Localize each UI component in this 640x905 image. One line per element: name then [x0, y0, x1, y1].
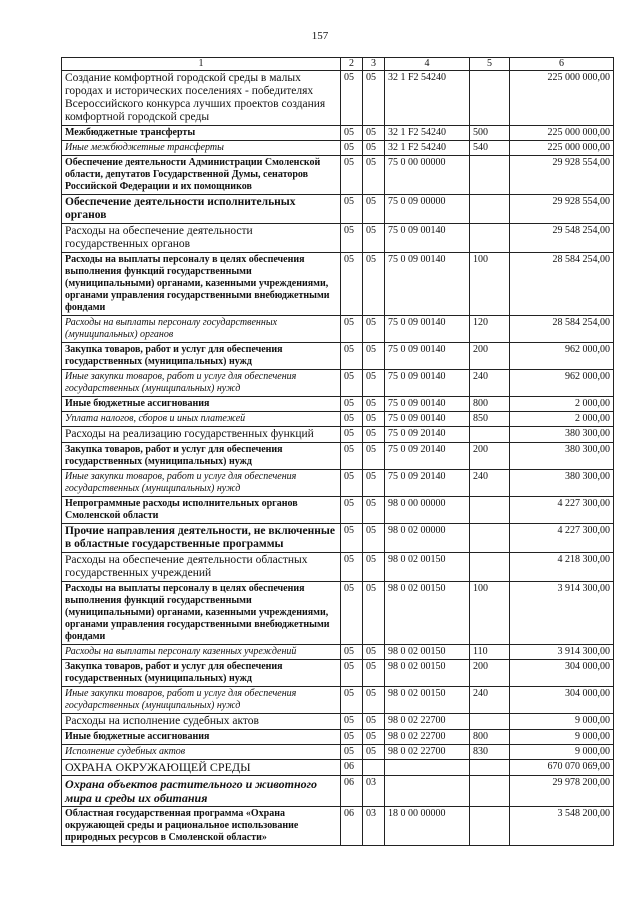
target-article-cell: 98 0 02 22700	[385, 730, 470, 745]
section-code-cell: 05	[341, 370, 363, 397]
expense-type-cell: 800	[470, 730, 510, 745]
subsection-code-cell: 05	[363, 195, 385, 224]
amount-cell: 4 218 300,00	[510, 553, 614, 582]
expense-type-cell: 200	[470, 660, 510, 687]
expense-type-cell: 240	[470, 687, 510, 714]
table-row	[62, 126, 614, 141]
table-row	[62, 745, 614, 760]
target-article-cell: 75 0 09 00140	[385, 412, 470, 427]
row-name-cell: Обеспечение деятельности Администрации Смоленской области, депутатов Государственной Думы, сенаторов Российской Федерации и их помощников	[62, 156, 341, 195]
expense-type-cell	[470, 524, 510, 553]
expense-type-cell: 800	[470, 397, 510, 412]
section-code-cell: 06	[341, 807, 363, 846]
section-code-cell: 05	[341, 412, 363, 427]
subsection-code-cell: 05	[363, 156, 385, 195]
row-name-cell: Расходы на исполнение судебных актов	[62, 714, 341, 730]
column-header-6: 6	[510, 58, 614, 71]
target-article-cell: 32 1 F2 54240	[385, 71, 470, 126]
section-code-cell: 05	[341, 343, 363, 370]
section-code-cell: 05	[341, 470, 363, 497]
amount-cell: 29 978 200,00	[510, 776, 614, 807]
section-code-cell: 05	[341, 156, 363, 195]
table-row	[62, 253, 614, 316]
section-code-cell: 05	[341, 582, 363, 645]
subsection-code-cell: 05	[363, 253, 385, 316]
table-row	[62, 412, 614, 427]
table-row	[62, 687, 614, 714]
expense-type-cell	[470, 553, 510, 582]
subsection-code-cell: 05	[363, 71, 385, 126]
budget-table	[61, 57, 614, 846]
amount-cell: 962 000,00	[510, 343, 614, 370]
row-name-cell: Закупка товаров, работ и услуг для обеспечения государственных (муниципальных) нужд	[62, 443, 341, 470]
table-row	[62, 195, 614, 224]
section-code-cell: 05	[341, 71, 363, 126]
section-code-cell: 05	[341, 645, 363, 660]
amount-cell: 28 584 254,00	[510, 253, 614, 316]
row-name-cell: Непрограммные расходы исполнительных органов Смоленской области	[62, 497, 341, 524]
row-name-cell: Иные закупки товаров, работ и услуг для обеспечения государственных (муниципальных) нужд	[62, 470, 341, 497]
column-header-2: 2	[341, 58, 363, 71]
row-name-cell: Исполнение судебных актов	[62, 745, 341, 760]
subsection-code-cell: 05	[363, 687, 385, 714]
expense-type-cell	[470, 195, 510, 224]
section-code-cell: 05	[341, 553, 363, 582]
section-code-cell: 05	[341, 195, 363, 224]
target-article-cell: 75 0 00 00000	[385, 156, 470, 195]
target-article-cell	[385, 776, 470, 807]
target-article-cell: 75 0 09 00000	[385, 195, 470, 224]
expense-type-cell: 110	[470, 645, 510, 660]
amount-cell: 29 548 254,00	[510, 224, 614, 253]
subsection-code-cell: 05	[363, 141, 385, 156]
target-article-cell: 98 0 02 00000	[385, 524, 470, 553]
expense-type-cell	[470, 497, 510, 524]
target-article-cell: 98 0 02 22700	[385, 714, 470, 730]
section-code-cell: 06	[341, 760, 363, 776]
table-row	[62, 224, 614, 253]
row-name-cell: Расходы на выплаты персоналу в целях обеспечения выполнения функций государственными (муниципальными) органами, казенными учреждениями, органами управления государственными внебюджетными фондами	[62, 582, 341, 645]
row-name-cell: Уплата налогов, сборов и иных платежей	[62, 412, 341, 427]
section-code-cell: 05	[341, 316, 363, 343]
subsection-code-cell: 05	[363, 745, 385, 760]
section-code-cell: 05	[341, 397, 363, 412]
expense-type-cell	[470, 714, 510, 730]
expense-type-cell	[470, 776, 510, 807]
target-article-cell: 32 1 F2 54240	[385, 141, 470, 156]
target-article-cell: 75 0 09 00140	[385, 370, 470, 397]
amount-cell: 9 000,00	[510, 730, 614, 745]
row-name-cell: Иные межбюджетные трансферты	[62, 141, 341, 156]
expense-type-cell	[470, 427, 510, 443]
section-code-cell: 05	[341, 224, 363, 253]
subsection-code-cell: 05	[363, 553, 385, 582]
section-code-cell: 05	[341, 524, 363, 553]
row-name-cell: Расходы на выплаты персоналу казенных учреждений	[62, 645, 341, 660]
section-code-cell: 05	[341, 253, 363, 316]
section-code-cell: 06	[341, 776, 363, 807]
target-article-cell: 75 0 09 00140	[385, 397, 470, 412]
subsection-code-cell: 05	[363, 714, 385, 730]
table-row	[62, 660, 614, 687]
target-article-cell: 98 0 02 00150	[385, 660, 470, 687]
target-article-cell: 98 0 02 00150	[385, 553, 470, 582]
row-name-cell: Закупка товаров, работ и услуг для обеспечения государственных (муниципальных) нужд	[62, 343, 341, 370]
target-article-cell	[385, 760, 470, 776]
row-name-cell: Межбюджетные трансферты	[62, 126, 341, 141]
target-article-cell: 75 0 09 00140	[385, 343, 470, 370]
table-row	[62, 760, 614, 776]
amount-cell: 2 000,00	[510, 397, 614, 412]
table-row	[62, 397, 614, 412]
subsection-code-cell: 05	[363, 497, 385, 524]
expense-type-cell: 100	[470, 253, 510, 316]
row-name-cell: Расходы на обеспечение деятельности государственных органов	[62, 224, 341, 253]
subsection-code-cell: 05	[363, 343, 385, 370]
table-row	[62, 497, 614, 524]
amount-cell: 304 000,00	[510, 687, 614, 714]
table-row	[62, 470, 614, 497]
amount-cell: 962 000,00	[510, 370, 614, 397]
amount-cell: 29 928 554,00	[510, 195, 614, 224]
expense-type-cell: 200	[470, 443, 510, 470]
amount-cell: 2 000,00	[510, 412, 614, 427]
row-name-cell: Расходы на реализацию государственных функций	[62, 427, 341, 443]
section-code-cell: 05	[341, 730, 363, 745]
table-row	[62, 343, 614, 370]
expense-type-cell: 100	[470, 582, 510, 645]
table-row	[62, 427, 614, 443]
target-article-cell: 98 0 00 00000	[385, 497, 470, 524]
amount-cell: 225 000 000,00	[510, 126, 614, 141]
row-name-cell: Областная государственная программа «Охрана окружающей среды и рациональное использование природных ресурсов в Смоленской области»	[62, 807, 341, 846]
amount-cell: 225 000 000,00	[510, 71, 614, 126]
amount-cell: 9 000,00	[510, 745, 614, 760]
subsection-code-cell: 05	[363, 470, 385, 497]
target-article-cell: 75 0 09 00140	[385, 224, 470, 253]
table-row	[62, 370, 614, 397]
row-name-cell: Обеспечение деятельности исполнительных органов	[62, 195, 341, 224]
subsection-code-cell: 03	[363, 776, 385, 807]
target-article-cell: 75 0 09 00140	[385, 253, 470, 316]
table-row	[62, 553, 614, 582]
target-article-cell: 75 0 09 20140	[385, 470, 470, 497]
page-number: 157	[311, 30, 329, 42]
subsection-code-cell: 03	[363, 807, 385, 846]
table-row	[62, 645, 614, 660]
section-code-cell: 05	[341, 443, 363, 470]
target-article-cell: 98 0 02 00150	[385, 687, 470, 714]
amount-cell: 28 584 254,00	[510, 316, 614, 343]
expense-type-cell: 240	[470, 470, 510, 497]
row-name-cell: Иные закупки товаров, работ и услуг для обеспечения государственных (муниципальных) нужд	[62, 687, 341, 714]
target-article-cell: 98 0 02 00150	[385, 645, 470, 660]
expense-type-cell	[470, 807, 510, 846]
table-row	[62, 156, 614, 195]
amount-cell: 29 928 554,00	[510, 156, 614, 195]
row-name-cell: Иные закупки товаров, работ и услуг для обеспечения государственных (муниципальных) нужд	[62, 370, 341, 397]
section-code-cell: 05	[341, 497, 363, 524]
table-row	[62, 730, 614, 745]
section-code-cell: 05	[341, 745, 363, 760]
target-article-cell: 98 0 02 22700	[385, 745, 470, 760]
amount-cell: 380 300,00	[510, 443, 614, 470]
subsection-code-cell: 05	[363, 730, 385, 745]
subsection-code-cell: 05	[363, 645, 385, 660]
expense-type-cell	[470, 224, 510, 253]
subsection-code-cell: 05	[363, 397, 385, 412]
subsection-code-cell: 05	[363, 316, 385, 343]
amount-cell: 225 000 000,00	[510, 141, 614, 156]
table-row	[62, 714, 614, 730]
section-code-cell: 05	[341, 687, 363, 714]
subsection-code-cell: 05	[363, 582, 385, 645]
subsection-code-cell	[363, 760, 385, 776]
amount-cell: 304 000,00	[510, 660, 614, 687]
table-row	[62, 141, 614, 156]
row-name-cell: Расходы на выплаты персоналу государственных (муниципальных) органов	[62, 316, 341, 343]
table-row	[62, 71, 614, 126]
amount-cell: 670 070 069,00	[510, 760, 614, 776]
expense-type-cell: 850	[470, 412, 510, 427]
expense-type-cell: 540	[470, 141, 510, 156]
row-name-cell: Охрана объектов растительного и животного мира и среды их обитания	[62, 776, 341, 807]
section-code-cell: 05	[341, 714, 363, 730]
section-code-cell: 05	[341, 660, 363, 687]
expense-type-cell: 830	[470, 745, 510, 760]
table-header-row	[62, 58, 614, 71]
column-header-3: 3	[363, 58, 385, 71]
amount-cell: 380 300,00	[510, 427, 614, 443]
column-header-4: 4	[385, 58, 470, 71]
target-article-cell: 98 0 02 00150	[385, 582, 470, 645]
section-code-cell: 05	[341, 141, 363, 156]
subsection-code-cell: 05	[363, 443, 385, 470]
row-name-cell: Закупка товаров, работ и услуг для обеспечения государственных (муниципальных) нужд	[62, 660, 341, 687]
target-article-cell: 75 0 09 00140	[385, 316, 470, 343]
target-article-cell: 18 0 00 00000	[385, 807, 470, 846]
table-row	[62, 316, 614, 343]
column-header-1: 1	[62, 58, 341, 71]
subsection-code-cell: 05	[363, 126, 385, 141]
section-code-cell: 05	[341, 427, 363, 443]
subsection-code-cell: 05	[363, 412, 385, 427]
amount-cell: 3 914 300,00	[510, 645, 614, 660]
row-name-cell: Расходы на обеспечение деятельности областных государственных учреждений	[62, 553, 341, 582]
expense-type-cell: 240	[470, 370, 510, 397]
row-name-cell: Расходы на выплаты персоналу в целях обеспечения выполнения функций государственными (муниципальными) органами, казенными учреждениями, органами управления государственными внебюджетными фондами	[62, 253, 341, 316]
subsection-code-cell: 05	[363, 427, 385, 443]
expense-type-cell: 120	[470, 316, 510, 343]
section-code-cell: 05	[341, 126, 363, 141]
expense-type-cell: 200	[470, 343, 510, 370]
subsection-code-cell: 05	[363, 370, 385, 397]
target-article-cell: 75 0 09 20140	[385, 427, 470, 443]
table-row	[62, 443, 614, 470]
expense-type-cell	[470, 71, 510, 126]
column-header-5: 5	[470, 58, 510, 71]
table-row	[62, 776, 614, 807]
row-name-cell: Прочие направления деятельности, не включенные в областные государственные программы	[62, 524, 341, 553]
row-name-cell: Иные бюджетные ассигнования	[62, 730, 341, 745]
amount-cell: 3 914 300,00	[510, 582, 614, 645]
row-name-cell: Иные бюджетные ассигнования	[62, 397, 341, 412]
row-name-cell: Создание комфортной городской среды в малых городах и исторических поселениях - победителях Всероссийского конкурса лучших проектов создания комфортной городской среды	[62, 71, 341, 126]
expense-type-cell	[470, 156, 510, 195]
expense-type-cell	[470, 760, 510, 776]
amount-cell: 9 000,00	[510, 714, 614, 730]
amount-cell: 3 548 200,00	[510, 807, 614, 846]
table-row	[62, 524, 614, 553]
row-name-cell: ОХРАНА ОКРУЖАЮЩЕЙ СРЕДЫ	[62, 760, 341, 776]
subsection-code-cell: 05	[363, 524, 385, 553]
table-row	[62, 582, 614, 645]
subsection-code-cell: 05	[363, 224, 385, 253]
subsection-code-cell: 05	[363, 660, 385, 687]
amount-cell: 4 227 300,00	[510, 524, 614, 553]
expense-type-cell: 500	[470, 126, 510, 141]
table-body	[62, 71, 614, 846]
amount-cell: 380 300,00	[510, 470, 614, 497]
table-row	[62, 807, 614, 846]
amount-cell: 4 227 300,00	[510, 497, 614, 524]
target-article-cell: 32 1 F2 54240	[385, 126, 470, 141]
target-article-cell: 75 0 09 20140	[385, 443, 470, 470]
